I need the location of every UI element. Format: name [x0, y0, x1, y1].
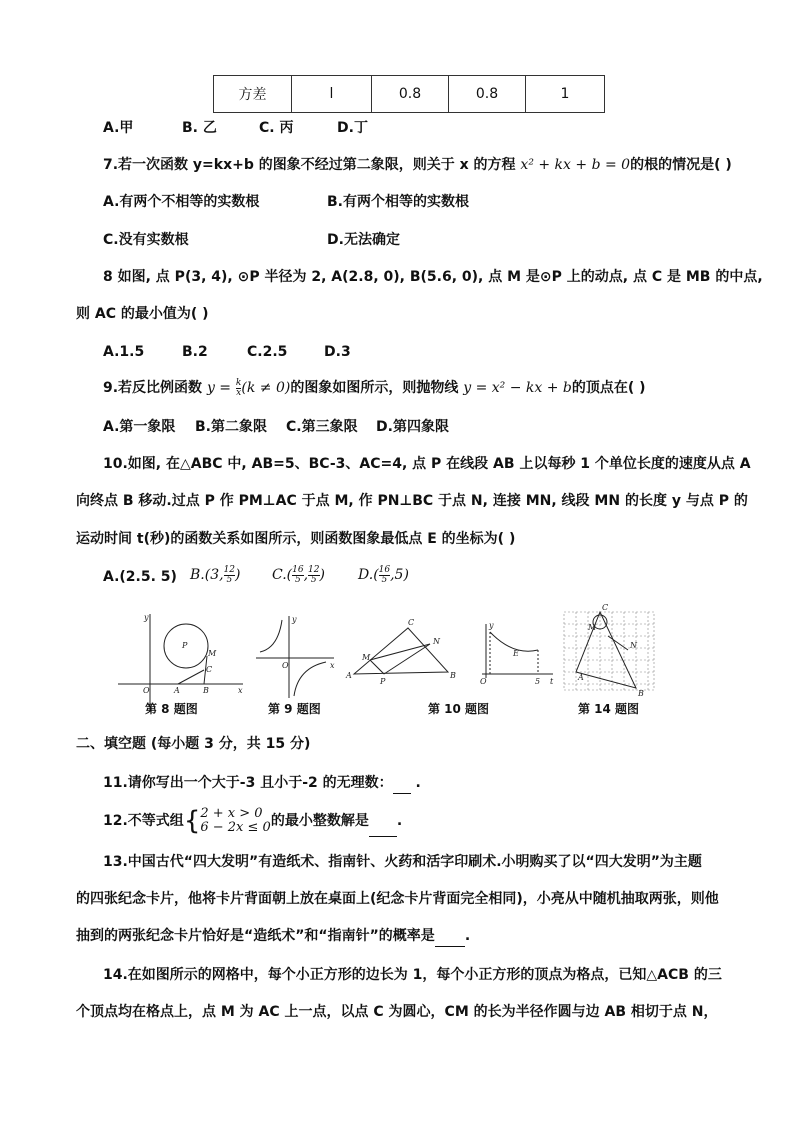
q7-stem-prefix: 7.若一次函数 y=kx+b 的图象不经过第二象限，则关于 x 的方程	[103, 157, 521, 173]
q9-condition: (k ≠ 0)	[241, 380, 291, 396]
figure-8	[118, 614, 243, 710]
q10-stem-line3: 运动时间 t(秒)的函数关系如图所示，则函数图象最低点 E 的坐标为( )	[76, 531, 516, 547]
hyperbola-right	[294, 662, 326, 696]
label-y: y	[144, 613, 149, 622]
figure-9-labels	[282, 615, 335, 670]
q13-blank	[435, 926, 465, 947]
q10-stem-line1: 10.如图, 在△ABC 中, AB=5、BC-3、AC=4, 点 P 在线段 AB 上以每秒 1 个单位长度的速度从点 A	[103, 456, 751, 472]
q9-stem	[103, 378, 646, 398]
triangle-abc	[354, 628, 448, 674]
segment-pm	[370, 660, 384, 674]
segment-pn	[384, 644, 430, 674]
label-5: 5	[535, 677, 541, 686]
figure-9-caption: 第 9 题图	[268, 702, 321, 716]
label-p: P	[380, 677, 386, 686]
figure-14-shapes	[576, 612, 636, 688]
triangle-acb	[576, 612, 636, 688]
q8-stem-line2: 则 AC 的最小值为( )	[76, 306, 209, 322]
q12-suffix: 的最小整数解是	[270, 813, 369, 829]
q9-option-c: C.第三象限	[286, 419, 358, 435]
q9-prefix: 9.若反比例函数	[103, 380, 207, 396]
table-row	[214, 76, 605, 113]
figure-10-graph-labels	[480, 621, 554, 686]
q12-inequality-1: 2 + x > 0	[200, 806, 263, 821]
variance-table	[213, 75, 605, 113]
q10-option-d-prefix: D.	[358, 567, 374, 583]
q10-option-c: C.( $\frac{16}{5}$ , $\frac{12}{5}$ )	[272, 564, 325, 585]
q9-middle: 的图象如图所示，则抛物线	[290, 380, 464, 396]
q12-blank	[369, 806, 397, 837]
label-t: t	[550, 677, 554, 686]
table-cell: 1	[526, 76, 605, 113]
q13-end: .	[464, 928, 471, 944]
label-o: O	[480, 677, 487, 686]
label-m: M	[362, 653, 371, 662]
q12-system	[200, 807, 270, 835]
frac-den: 5	[379, 575, 390, 585]
label-x: x	[238, 686, 243, 695]
q11-blank	[393, 773, 411, 794]
label-a: A	[174, 686, 180, 695]
figure-9	[256, 616, 334, 698]
q11-text: 11.请你写出一个大于-3 且小于-2 的无理数：	[103, 775, 393, 791]
table-row-label: 方差	[214, 76, 292, 113]
label-n: N	[433, 637, 440, 646]
q9-option-a: A.第一象限	[103, 419, 176, 435]
q10-option-b-prefix: B.	[190, 567, 205, 583]
hyperbola-left	[260, 620, 282, 652]
label-y: y	[489, 621, 494, 630]
frac-den: 5	[308, 575, 319, 585]
frac-num: 16	[378, 564, 391, 575]
q12-inequality-2: 6 − 2x ≤ 0	[200, 820, 271, 835]
q13-line3-text: 抽到的两张纪念卡片恰好是“造纸术”和“指南针”的概率是	[76, 928, 435, 944]
table-cell: 0.8	[449, 76, 526, 113]
q14-stem-line1: 14.在如图所示的网格中，每个小正方形的边长为 1，每个小正方形的顶点为格点，已知△ACB 的三	[103, 967, 722, 983]
label-e: E	[513, 649, 519, 658]
q7-option-c: C.没有实数根	[103, 232, 189, 248]
q7-option-a: A.有两个不相等的实数根	[103, 194, 260, 210]
q7-stem	[103, 155, 732, 175]
q9-suffix: 的顶点在( )	[571, 380, 646, 396]
section-2-title: 二、填空题 (每小题 3 分，共 15 分)	[76, 736, 311, 752]
q6-option-a: A.甲	[103, 120, 134, 136]
q12-end: .	[396, 813, 403, 829]
segment-ac	[178, 670, 204, 684]
q10-option-b-x: 3,	[210, 567, 224, 583]
brace-icon: {	[183, 806, 201, 836]
label-a: A	[346, 671, 352, 680]
label-y: y	[292, 615, 297, 624]
figure-8-caption: 第 8 题图	[145, 702, 198, 716]
q8-stem-line1: 8 如图, 点 P(3, 4), ⊙P 半径为 2, A(2.8, 0), B(5.6, 0), 点 M 是⊙P 上的动点, 点 C 是 MB 的中点,	[103, 269, 763, 285]
q7-option-d: D.无法确定	[327, 232, 400, 248]
q10-option-b: B.(3, $\frac{12}{5}$ )	[190, 564, 241, 585]
q10-stem-line2: 向终点 B 移动.过点 P 作 PM⊥AC 于点 M, 作 PN⊥BC 于点 N, 连接 MN, 线段 MN 的长度 y 与点 P 的	[76, 493, 748, 509]
q12-stem	[103, 806, 402, 837]
q9-frac-den: x	[236, 387, 242, 398]
q8-option-a: A.1.5	[103, 344, 145, 360]
label-c: C	[602, 603, 609, 612]
frac-den: 5	[292, 575, 303, 585]
q13-stem-line2: 的四张纪念卡片，他将卡片背面朝上放在桌面上(纪念卡片背面完全相同)，小亮从中随机抽取两张，则他	[76, 891, 719, 907]
q6-option-b: B. 乙	[182, 120, 217, 136]
q7-stem-suffix: 的根的情况是( )	[630, 157, 732, 173]
label-b: B	[203, 686, 209, 695]
q10-option-c-frac2	[308, 566, 319, 585]
q6-option-c: C. 丙	[259, 120, 294, 136]
q8-option-d: D.3	[324, 344, 351, 360]
q9-frac-num: k	[235, 377, 242, 388]
q10-option-c-frac1	[292, 566, 303, 585]
q9-option-d: D.第四象限	[376, 419, 449, 435]
q13-stem-line1: 13.中国古代“四大发明”有造纸术、指南针、火药和活字印刷术.小明购买了以“四大发明”为主题	[103, 854, 702, 870]
label-c: C	[408, 618, 415, 627]
label-b: B	[638, 689, 644, 698]
label-m: M	[588, 623, 597, 632]
q10-option-c-prefix: C.	[272, 567, 287, 583]
q14-stem-line2: 个顶点均在格点上，点 M 为 AC 上一点，以点 C 为圆心，CM 的长为半径作圆与边 AB 相切于点 N，	[76, 1004, 718, 1020]
label-c: C	[206, 665, 213, 674]
q10-option-d-y: ,5	[390, 567, 404, 583]
q9-option-b: B.第二象限	[195, 419, 267, 435]
q6-option-d: D.丁	[337, 120, 368, 136]
q7-equation: x² + kx + b = 0	[520, 157, 631, 173]
label-m: M	[208, 649, 217, 658]
frac-num: 16	[292, 564, 304, 575]
label-a: A	[578, 673, 584, 682]
label-n: N	[630, 641, 637, 650]
frac-num: 12	[308, 564, 320, 575]
figure-10-caption: 第 10 题图	[428, 702, 490, 716]
q12-prefix: 12.不等式组	[103, 813, 184, 829]
table-cell: l	[292, 76, 372, 113]
label-o: O	[143, 686, 150, 695]
q10-option-b-frac	[224, 566, 235, 585]
segment-mn	[370, 644, 430, 660]
figure-10-triangle	[354, 628, 448, 674]
label-x: x	[330, 661, 335, 670]
q7-option-b: B.有两个相等的实数根	[327, 194, 469, 210]
q11-end: .	[410, 775, 421, 791]
label-o: O	[282, 661, 289, 670]
q11-stem	[103, 773, 421, 794]
q10-option-d: D.( $\frac{16}{5}$ ,5)	[358, 564, 409, 585]
q13-stem-line3	[76, 926, 470, 947]
q8-option-b: B.2	[182, 344, 208, 360]
q9-parabola: y = x² − kx + b	[463, 380, 572, 396]
frac-num: 12	[223, 564, 236, 575]
q10-option-a: A.(2.5. 5)	[103, 569, 177, 585]
q10-option-d-frac	[379, 566, 390, 585]
frac-den: 5	[224, 575, 235, 585]
figure-14-caption: 第 14 题图	[578, 702, 640, 716]
label-p: P	[182, 641, 188, 650]
label-b: B	[450, 671, 456, 680]
q8-option-c: C.2.5	[247, 344, 288, 360]
table-cell: 0.8	[372, 76, 449, 113]
q9-func-lhs: y =	[206, 380, 232, 396]
